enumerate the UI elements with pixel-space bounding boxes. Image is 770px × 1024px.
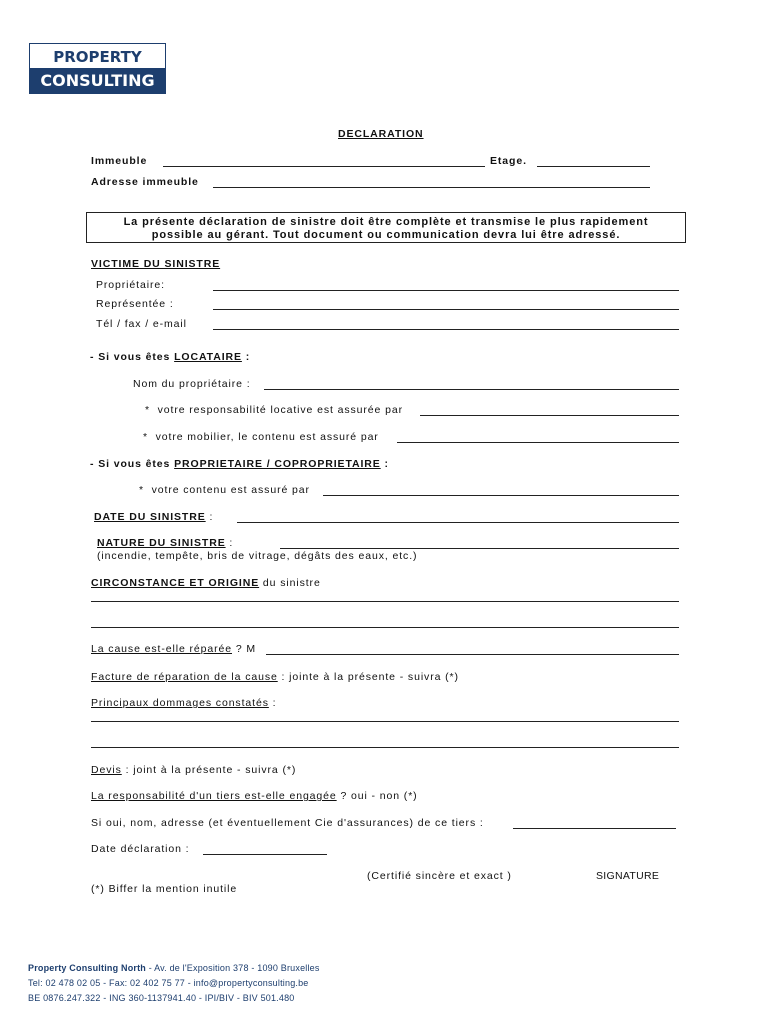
circonstance-field-2[interactable]	[91, 627, 679, 628]
dommages-field-2[interactable]	[91, 747, 679, 748]
notice-line1: La présente déclaration de sinistre doit être complète et transmise le plus rapidement	[123, 216, 649, 228]
immeuble-label: Immeuble	[91, 155, 148, 167]
logo-line2: CONSULTING	[30, 68, 165, 93]
etage-label: Etage.	[490, 155, 527, 167]
locataire-keyword: LOCATAIRE	[174, 351, 242, 363]
logo-line1: PROPERTY	[53, 48, 142, 66]
representee-label: Représentée :	[96, 298, 174, 310]
date-sinistre-label: DATE DU SINISTRE :	[94, 511, 214, 523]
footer-line3: BE 0876.247.322 - ING 360-1137941.40 - IPI/BIV - BIV 501.480	[28, 993, 295, 1003]
company-logo	[29, 43, 166, 94]
cause-label: La cause est-elle réparée ? M	[91, 643, 257, 655]
notice-box	[86, 212, 686, 243]
footer-line2: Tel: 02 478 02 05 - Fax: 02 402 75 77 - info@propertyconsulting.be	[28, 978, 309, 988]
proprietaire-line: - Si vous êtes PROPRIETAIRE / COPROPRIETAIRE :	[90, 458, 389, 470]
circonstance-label: CIRCONSTANCE ET ORIGINE du sinistre	[91, 577, 321, 589]
adresse-field[interactable]	[213, 187, 650, 188]
date-declaration-label: Date déclaration :	[91, 843, 190, 855]
nom-proprietaire-label: Nom du propriétaire :	[133, 378, 251, 390]
circonstance-field-1[interactable]	[91, 601, 679, 602]
cause-field[interactable]	[266, 654, 679, 655]
proprietaire-keyword: PROPRIETAIRE / COPROPRIETAIRE	[174, 458, 381, 470]
responsabilite-label: * votre responsabilité locative est assurée par	[145, 404, 403, 416]
contact-label: Tél / fax / e-mail	[96, 318, 187, 330]
contenu-label: * votre contenu est assuré par	[139, 484, 310, 496]
etage-field[interactable]	[537, 166, 650, 167]
date-declaration-field[interactable]	[203, 854, 327, 855]
tiers-label: La responsabilité d'un tiers est-elle engagée ? oui - non (*)	[91, 790, 418, 802]
dommages-field-1[interactable]	[91, 721, 679, 722]
footer-line1: Property Consulting North - Av. de l'Exposition 378 - 1090 Bruxelles	[28, 963, 320, 973]
proprietaire-field[interactable]	[213, 290, 679, 291]
contact-field[interactable]	[213, 329, 679, 330]
representee-field[interactable]	[213, 309, 679, 310]
nature-field[interactable]	[280, 548, 679, 549]
locataire-line: - Si vous êtes LOCATAIRE :	[90, 351, 251, 363]
certifie-text: (Certifié sincère et exact )	[367, 870, 512, 882]
footer-company: Property Consulting North	[28, 963, 146, 973]
devis-label: Devis : joint à la présente - suivra (*)	[91, 764, 297, 776]
tiers-details-field[interactable]	[513, 828, 676, 829]
date-sinistre-field[interactable]	[237, 522, 679, 523]
nom-proprietaire-field[interactable]	[264, 389, 679, 390]
nature-label: NATURE DU SINISTRE :	[97, 537, 234, 549]
biffer-note: (*) Biffer la mention inutile	[91, 883, 238, 895]
dommages-label: Principaux dommages constatés :	[91, 697, 277, 709]
contenu-field[interactable]	[323, 495, 679, 496]
document-title: DECLARATION	[338, 128, 424, 140]
si-oui-label: Si oui, nom, adresse (et éventuellement Cie d'assurances) de ce tiers :	[91, 817, 484, 829]
facture-label: Facture de réparation de la cause : jointe à la présente - suivra (*)	[91, 671, 459, 683]
nature-hint: (incendie, tempête, bris de vitrage, dégâts des eaux, etc.)	[97, 550, 418, 562]
immeuble-field[interactable]	[163, 166, 485, 167]
signature-label: SIGNATURE	[596, 870, 660, 882]
victime-heading: VICTIME DU SINISTRE	[91, 258, 221, 270]
adresse-label: Adresse immeuble	[91, 176, 199, 188]
proprietaire-label: Propriétaire:	[96, 279, 165, 291]
notice-line2: possible au gérant. Tout document ou communication devra lui être adressé.	[151, 229, 621, 241]
responsabilite-field[interactable]	[420, 415, 679, 416]
mobilier-field[interactable]	[397, 442, 679, 443]
mobilier-label: * votre mobilier, le contenu est assuré par	[143, 431, 379, 443]
